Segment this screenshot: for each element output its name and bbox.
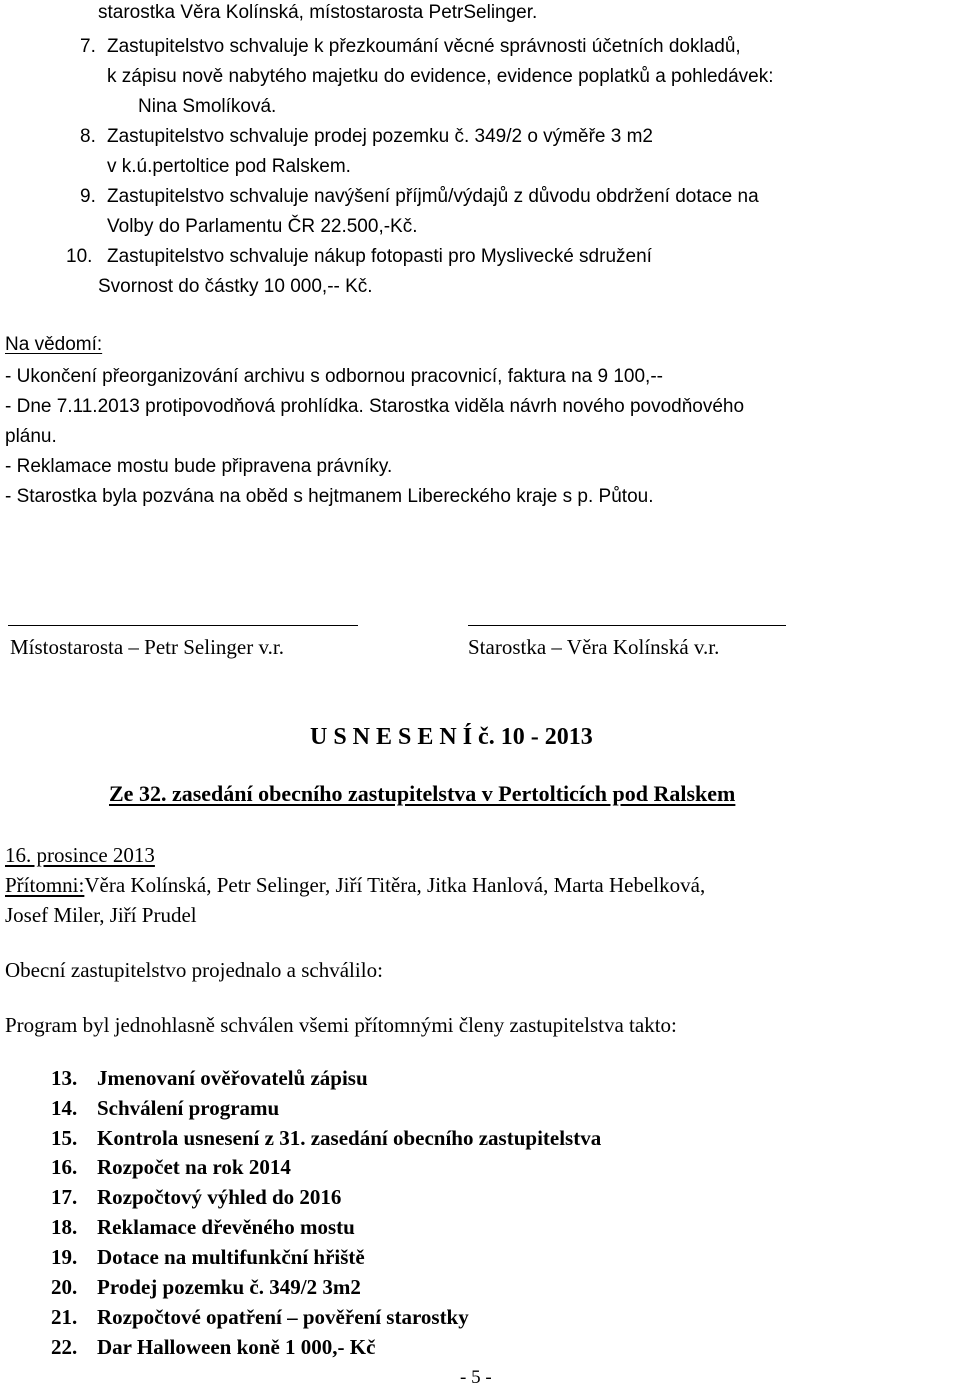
signature-line-right	[468, 625, 786, 626]
agenda-number: 19.	[51, 1245, 78, 1269]
resolution-title: U S N E S E N Í č. 10 - 2013	[310, 724, 593, 750]
signature-left: Místostarosta – Petr Selinger v.r.	[10, 635, 284, 659]
item-9-line-1: Zastupitelstvo schvaluje navýšení příjmů/výdajů z důvodu obdržení dotace na	[107, 186, 759, 207]
note-line-3: plánu.	[5, 426, 57, 447]
agenda-text: Dar Halloween koně 1 000,- Kč	[97, 1335, 376, 1359]
agenda-number: 22.	[51, 1335, 78, 1359]
item-8-line-2: v k.ú.pertoltice pod Ralskem.	[107, 156, 351, 177]
item-9-number: 9.	[80, 186, 96, 207]
agenda-text: Rozpočtové opatření – pověření starostky	[97, 1305, 469, 1329]
agenda-text: Kontrola usnesení z 31. zasedání obecního zastupitelstva	[97, 1126, 602, 1150]
agenda-text: Jmenovaní ověřovatelů zápisu	[97, 1066, 368, 1090]
item-10-line-1: Zastupitelstvo schvaluje nákup fotopasti pro Myslivecké sdružení	[107, 246, 652, 267]
program-statement: Program byl jednohlasně schválen všemi přítomnými členy zastupitelstva takto:	[5, 1013, 677, 1037]
signature-right: Starostka – Věra Kolínská v.r.	[468, 635, 720, 659]
item-8-number: 8.	[80, 126, 96, 147]
item-7-line-1: Zastupitelstvo schvaluje k přezkoumání věcné správnosti účetních dokladů,	[107, 36, 741, 57]
present-line-1	[5, 870, 705, 900]
agenda-number: 21.	[51, 1305, 78, 1329]
item-7-line-3: Nina Smolíková.	[138, 96, 277, 117]
present-label: Přítomni:	[5, 873, 85, 897]
agenda-text: Reklamace dřevěného mostu	[97, 1215, 355, 1239]
note-line-1: - Ukončení přeorganizování archivu s odbornou pracovnicí, faktura na 9 100,--	[5, 366, 663, 387]
notes-heading: Na vědomí:	[5, 334, 103, 355]
agenda-text: Schválení programu	[97, 1096, 280, 1120]
note-line-5: - Starostka byla pozvána na oběd s hejtmanem Libereckého kraje s p. Půtou.	[5, 486, 654, 507]
meeting-date: 16. prosince 2013	[5, 843, 155, 867]
signature-line-left	[8, 625, 358, 626]
agenda-number: 17.	[51, 1185, 78, 1209]
agenda-number: 14.	[51, 1096, 78, 1120]
present-names-2: Josef Miler, Jiří Prudel	[5, 903, 197, 927]
item-9-line-2: Volby do Parlamentu ČR 22.500,-Kč.	[107, 216, 418, 237]
note-line-4: - Reklamace mostu bude připravena právníky.	[5, 456, 393, 477]
item-8-line-1: Zastupitelstvo schvaluje prodej pozemku č. 349/2 o výměře 3 m2	[107, 126, 653, 147]
agenda-text: Dotace na multifunkční hřiště	[97, 1245, 365, 1269]
agenda-number: 16.	[51, 1155, 78, 1179]
item-7-line-2: k zápisu nově nabytého majetku do evidence, evidence poplatků a pohledávek:	[107, 66, 774, 87]
agenda-text: Rozpočet na rok 2014	[97, 1155, 291, 1179]
resolution-subtitle: Ze 32. zasedání obecního zastupitelstva v Pertolticích pod Ralskem	[109, 781, 736, 806]
agenda-number: 18.	[51, 1215, 78, 1239]
item-10-number: 10.	[66, 246, 93, 267]
item-7-number: 7.	[80, 36, 96, 57]
page-number: - 5 -	[460, 1367, 492, 1388]
agenda-text: Rozpočtový výhled do 2016	[97, 1185, 342, 1209]
item-10-line-2: Svornost do částky 10 000,-- Kč.	[98, 276, 373, 297]
council-statement: Obecní zastupitelstvo projednalo a schválilo:	[5, 958, 383, 982]
agenda-number: 20.	[51, 1275, 78, 1299]
agenda-text: Prodej pozemku č. 349/2 3m2	[97, 1275, 361, 1299]
present-names-1: Věra Kolínská, Petr Selinger, Jiří Titěra, Jitka Hanlová, Marta Hebelková,	[84, 873, 706, 897]
note-line-2: - Dne 7.11.2013 protipovodňová prohlídka. Starostka viděla návrh nového povodňového	[5, 396, 745, 417]
continuation-line: starostka Věra Kolínská, místostarosta PetrSelinger.	[98, 2, 538, 23]
agenda-number: 15.	[51, 1126, 78, 1150]
agenda-number: 13.	[51, 1066, 78, 1090]
